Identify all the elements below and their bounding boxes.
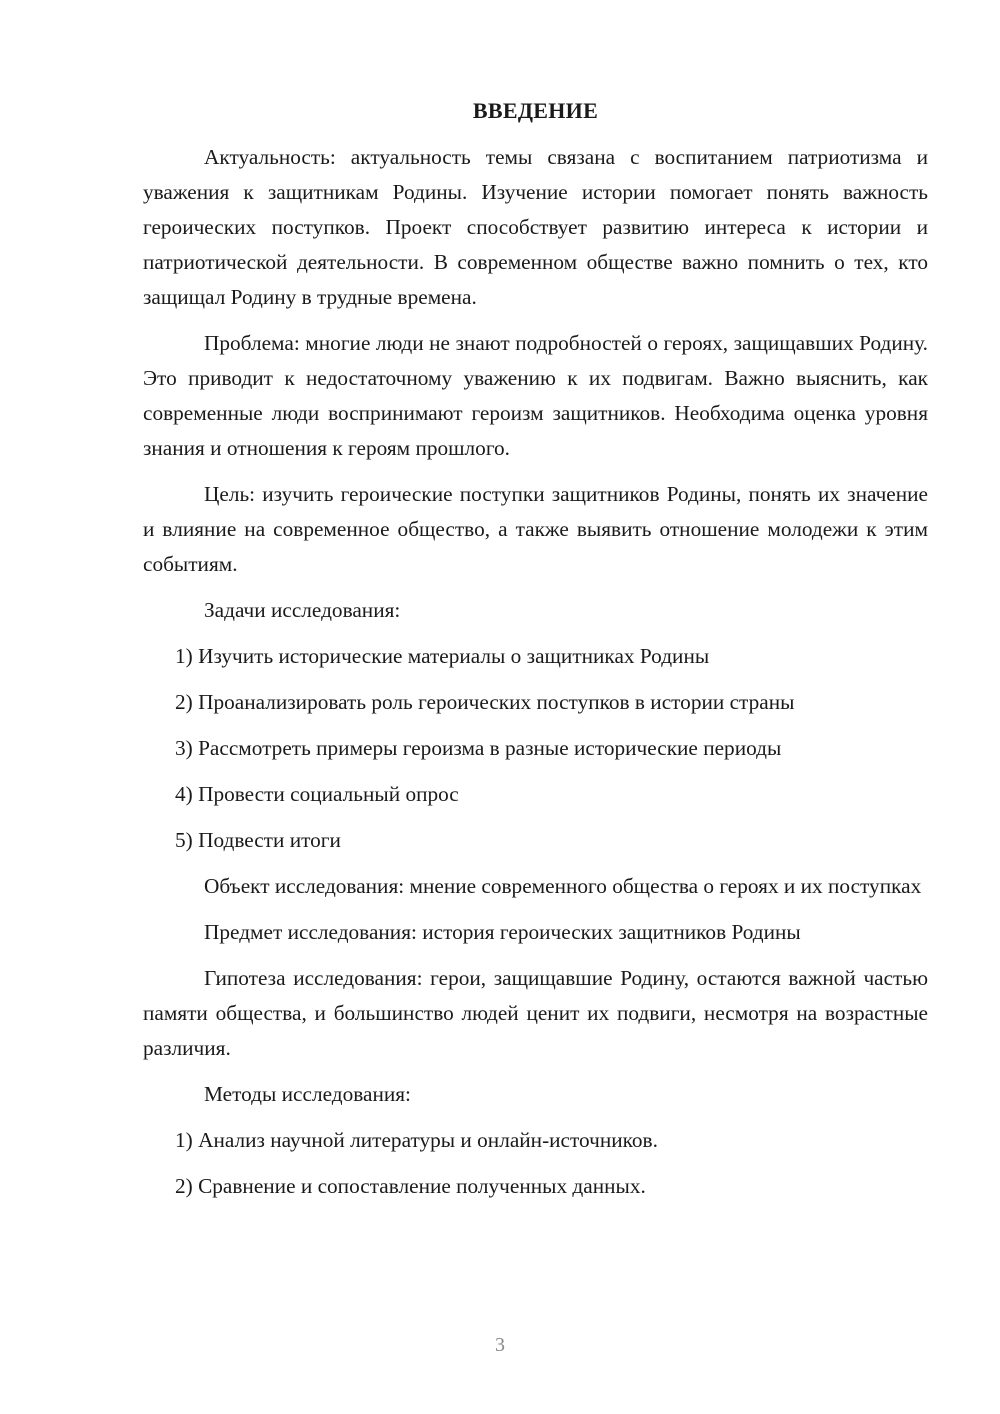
tasks-title: Задачи исследования: <box>204 598 401 622</box>
task-item: 4) Провести социальный опрос <box>175 782 459 806</box>
method-item: 2) Сравнение и сопоставление полученных данных. <box>175 1174 646 1198</box>
task-item: 3) Рассмотреть примеры героизма в разные исторические периоды <box>175 736 782 760</box>
task-item: 1) Изучить исторические материалы о защитниках Родины <box>175 644 710 668</box>
goal-paragraph: Цель: изучить героические поступки защитников Родины, понять их значение и влияние на современное общество, а также выявить отношение молодежи к этим событиям. <box>143 482 928 576</box>
relevance-paragraph: Актуальность: актуальность темы связана с воспитанием патриотизма и уважения к защитникам Родины. Изучение истории помогает понять важность героических поступков. Проект способствует развитию интереса к истории и патриотической деятельности. В современном обществе важно помнить о тех, кто защищал Родину в трудные времена. <box>143 145 928 309</box>
object-paragraph: Объект исследования: мнение современного общества о героях и их поступках <box>204 874 922 898</box>
subject-paragraph: Предмет исследования: история героических защитников Родины <box>204 920 801 944</box>
document-page <box>143 96 928 1215</box>
page-number: 3 <box>495 1334 505 1356</box>
task-item: 2) Проанализировать роль героических поступков в истории страны <box>175 690 795 714</box>
methods-title: Методы исследования: <box>204 1082 411 1106</box>
hypothesis-paragraph: Гипотеза исследования: герои, защищавшие Родину, остаются важной частью памяти общества, и большинство людей ценит их подвиги, несмотря на возрастные различия. <box>143 966 928 1060</box>
section-heading: ВВЕДЕНИЕ <box>472 98 599 123</box>
problem-paragraph: Проблема: многие люди не знают подробностей о героях, защищавших Родину. Это приводит к недостаточному уважению к их подвигам. Важно выяснить, как современные люди воспринимают героизм защитников. Необходима оценка уровня знания и отношения к героям прошлого. <box>143 331 928 460</box>
method-item: 1) Анализ научной литературы и онлайн-источников. <box>175 1128 658 1152</box>
task-item: 5) Подвести итоги <box>175 828 341 852</box>
